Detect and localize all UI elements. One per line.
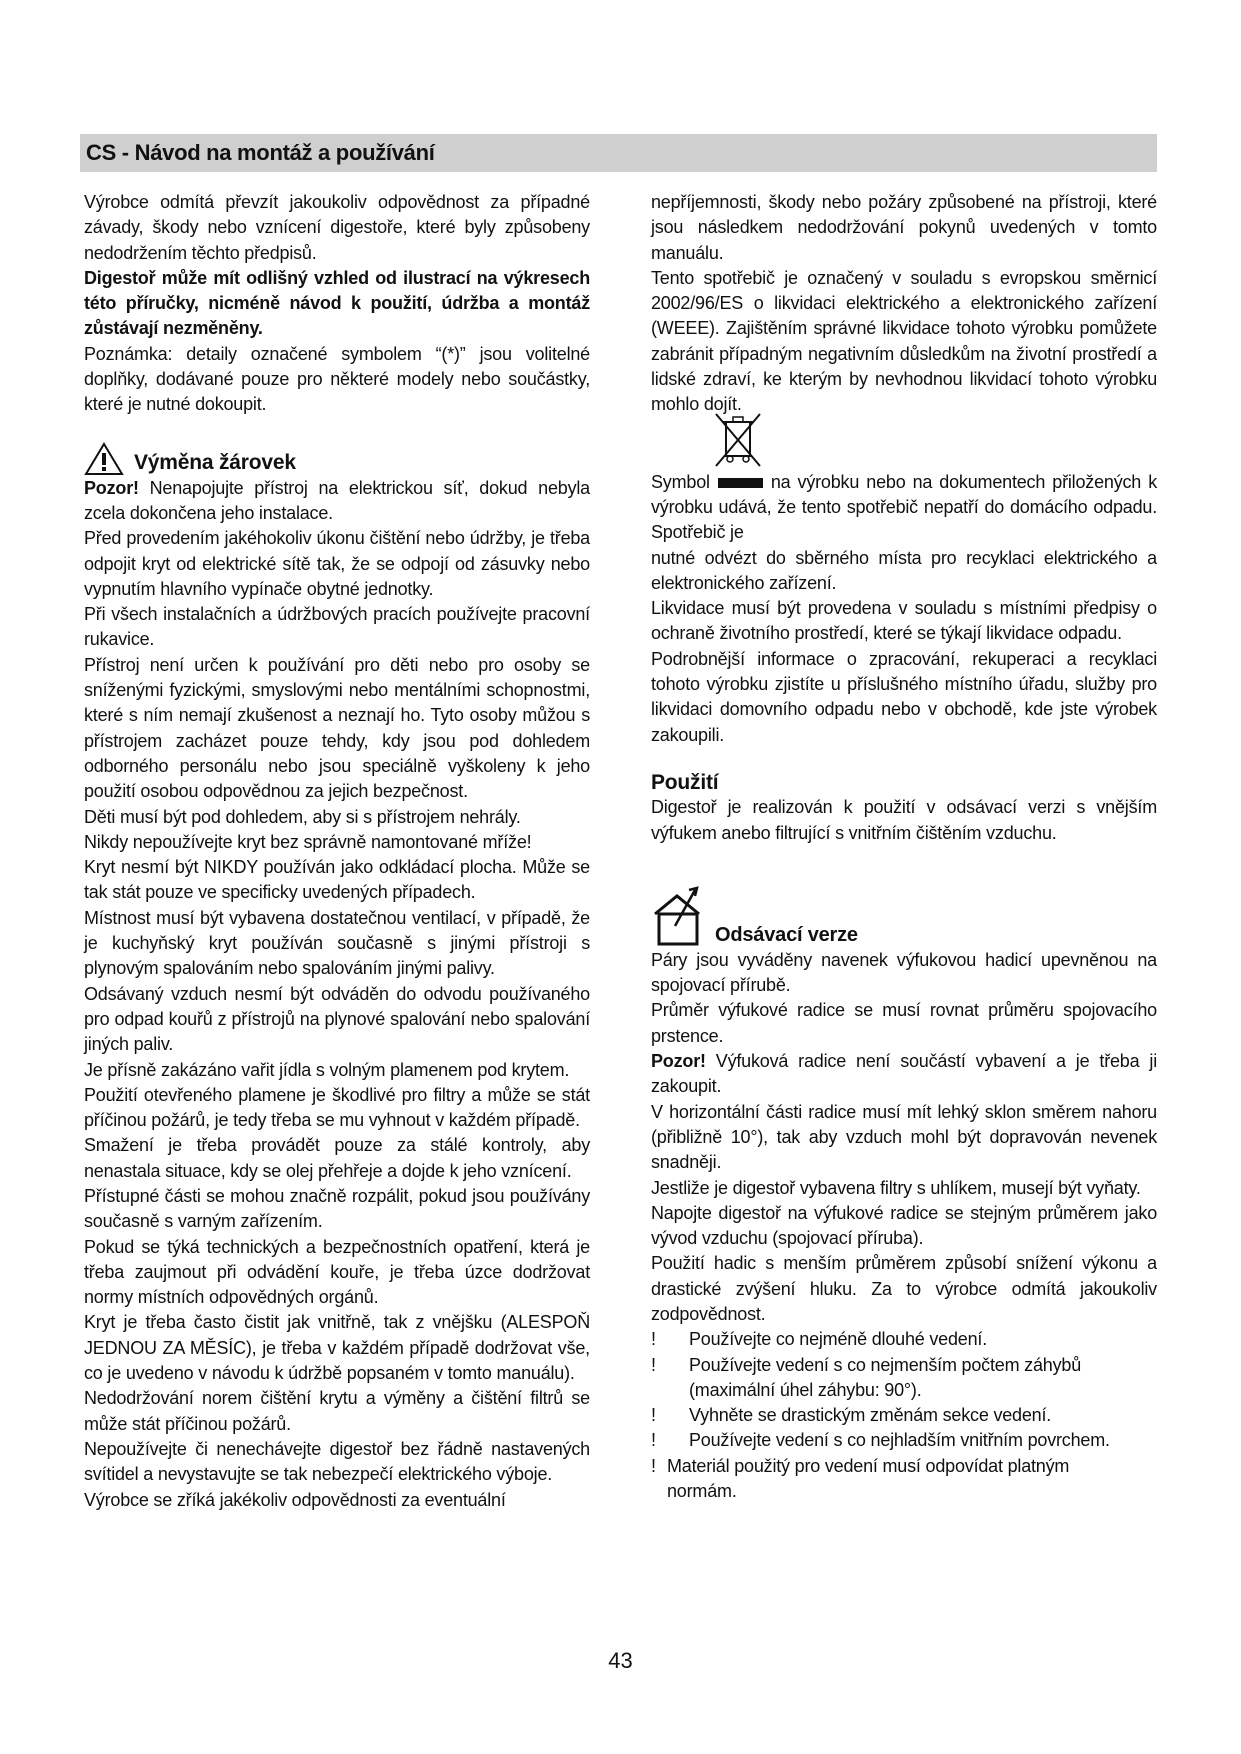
exhaust-section-heading bbox=[651, 886, 1157, 948]
pozor-text: Výfuková radice není součástí vybavení a je třeba ji zakoupit. bbox=[651, 1051, 1157, 1097]
paragraph: Místnost musí být vybavena dostatečnou ventilací, v případě, že je kuchyňský kryt používán současně s jinými přístroji s plynovým spalováním nebo spalováním jinými palivy. bbox=[84, 907, 590, 979]
paragraph: Při všech instalačních a údržbových pracích používejte pracovní rukavice. bbox=[84, 604, 590, 650]
list-item-text: Používejte vedení s co nejmenším počtem záhybů (maximální úhel záhybu: 90°). bbox=[689, 1354, 1082, 1400]
hood-exhaust-icon bbox=[651, 886, 709, 948]
list-item-text: Vyhněte se drastickým změnám sekce vedení. bbox=[689, 1405, 1052, 1426]
paragraph: Přístroj není určen k používání pro děti nebo pro osoby se sníženými fyzickými, smyslovými nebo mentálními schopnostmi, které s ním nemají zkušenost a neznají ho. Tyto osoby můžou s přístrojem zacházet pouze tehdy, kdy jsou pod dohledem odborného personálu nebo jsou speciálně vyškoleny k jeho použití osobou odpovědnou za jejich bezpečnost. bbox=[84, 654, 590, 802]
exclamation-mark: ! bbox=[651, 1455, 656, 1476]
intro-paragraph: Výrobce odmítá převzít jakoukoliv odpovědnost za případné závady, škody nebo vznícení digestoře, které byly způsobeny nedodržením těchto předpisů. bbox=[84, 192, 590, 263]
paragraph: Pokud se týká technických a bezpečnostních opatření, která je třeba zaujmout při odvádění kouře, je třeba úzce dodržovat normy místních odpovědných orgánů. bbox=[84, 1236, 590, 1308]
paragraph: Jestliže je digestoř vybavena filtry s uhlíkem, musejí být vyňaty. bbox=[651, 1177, 1141, 1198]
section-title-use: Použití bbox=[651, 770, 719, 794]
symbol-paragraph bbox=[651, 470, 1157, 546]
paragraph: Kryt nesmí být NIKDY používán jako odkládací plocha. Může se tak stát pouze ve specificky uvedených případech. bbox=[84, 857, 590, 903]
page-number: 43 bbox=[608, 1648, 633, 1673]
list-item bbox=[651, 1428, 1157, 1453]
page-title: CS - Návod na montáž a používání bbox=[86, 140, 435, 165]
paragraph: Podrobnější informace o zpracování, rekuperaci a recyklaci tohoto výrobku zjistíte u příslušného místního úřadu, služby pro likvidaci domovního odpadu nebo v obchodě, kde jste výrobek zakoupili. bbox=[651, 648, 1157, 745]
bar-symbol bbox=[718, 478, 763, 488]
paragraph: Použití hadic s menším průměrem způsobí snížení výkonu a drastické zvýšení hluku. Za to výrobce odmítá jakoukoliv zodpovědnost. bbox=[651, 1253, 1157, 1324]
paragraph: Výrobce se zříká jakékoliv odpovědnosti za eventuální bbox=[84, 1489, 506, 1510]
exclamation-mark: ! bbox=[651, 1354, 656, 1375]
paragraph: Napojte digestoř na výfukové radice se stejným průměrem jako vývod vzduchu (spojovací příruba). bbox=[651, 1202, 1157, 1249]
paragraph: Kryt je třeba často čistit jak vnitřně, tak z vnějšku (ALESPOŇ JEDNOU ZA MĚSÍC), je třeba v každém případě dodržovat vše, co je uvedeno v návodu k údržbě popsaném v tomto manuálu). bbox=[84, 1312, 590, 1384]
left-column bbox=[84, 190, 590, 1513]
paragraph: Páry jsou vyváděny navenek výfukovou hadicí upevněnou na spojovací přírubě. bbox=[651, 949, 1157, 996]
symbol-text: na výrobku nebo na dokumentech přiložených k výrobku udává, že tento spotřebič nepatří do domácího odpadu. Spotřebič je bbox=[651, 471, 1157, 543]
paragraph: Před provedením jakéhokoliv úkonu čištění nebo údržby, je třeba odpojit kryt od elektrické sítě tak, že se odpojí od zásuvky nebo vypnutím hlavního vypínače obytné jednotky. bbox=[84, 528, 590, 599]
list-item bbox=[651, 1454, 1157, 1505]
list-item-text: Používejte co nejméně dlouhé vedení. bbox=[689, 1329, 988, 1350]
list-item bbox=[651, 1403, 1157, 1428]
pozor-paragraph bbox=[651, 1049, 1157, 1100]
paragraph: Nikdy nepoužívejte kryt bez správně namontované mříže! bbox=[84, 831, 532, 852]
bold-notice: Digestoř může mít odlišný vzhled od ilustrací na výkresech této příručky, nicméně návod k použití, údržba a montáž zůstávají nezměněny. bbox=[84, 267, 590, 339]
list-item-text: Materiál použitý pro vedení musí odpovídat platným normám. bbox=[667, 1455, 1070, 1502]
warning-triangle-icon bbox=[84, 442, 124, 476]
pozor-label: Pozor! bbox=[651, 1051, 706, 1072]
paragraph: Použití otevřeného plamene je škodlivé pro filtry a může se stát příčinou požárů, je tedy třeba se mu vyhnout v každém případě. bbox=[84, 1084, 590, 1131]
paragraph: Nepoužívejte či nenechávejte digestoř bez řádně nastavených svítidel a nevystavujte se tak nebezpečí elektrického výboje. bbox=[84, 1438, 590, 1485]
paragraph: Je přísně zakázáno vařit jídla s volným plamenem pod krytem. bbox=[84, 1059, 570, 1080]
pozor-label: Pozor! bbox=[84, 477, 139, 498]
paragraph: Likvidace musí být provedena v souladu s místními předpisy o ochraně životního prostředí, které se týkají likvidace odpadu. bbox=[651, 598, 1157, 644]
bulb-section-heading bbox=[84, 440, 590, 476]
list-item bbox=[651, 1353, 1157, 1404]
paragraph: nepříjemnosti, škody nebo požáry způsobené na přístroji, které jsou následkem nedodržování pokynů uvedených v tomto manuálu. bbox=[651, 192, 1157, 263]
use-paragraph: Digestoř je realizován k použití v odsávací verzi s vnějším výfukem anebo filtrující s vnitřním čištěním vzduchu. bbox=[651, 797, 1157, 843]
exclamation-mark: ! bbox=[651, 1430, 656, 1451]
note-paragraph: Poznámka: detaily označené symbolem “(*)” jsou volitelné doplňky, dodávané pouze pro některé modely nebo součástky, které je nutné dokoupit. bbox=[84, 343, 590, 415]
weee-paragraph: Tento spotřebič je označený v souladu s evropskou směrnicí 2002/96/ES o likvidaci elektrického a elektronického zařízení (WEEE). Zajištěním správné likvidace tohoto výrobku pomůžete zabránit případným negativním důsledkům na životní prostředí a lidské zdraví, ke kterým by nevhodnou likvidací tohoto výrobku mohlo dojít. bbox=[651, 267, 1157, 415]
section-title-bulbs: Výměna žárovek bbox=[134, 451, 296, 475]
paragraph: Nedodržování norem čištění krytu a výměny a čištění filtrů se může stát příčinou požárů. bbox=[84, 1388, 590, 1434]
paragraph: Děti musí být pod dohledem, aby si s přístrojem nehrály. bbox=[84, 806, 521, 827]
paragraph: V horizontální části radice musí mít lehký sklon směrem nahoru (přibližně 10°), tak aby vzduch mohl být dopravován nevenek snadněji. bbox=[651, 1101, 1157, 1173]
paragraph: nutné odvézt do sběrného místa pro recyklaci elektrického a elektronického zařízení. bbox=[651, 547, 1157, 593]
pozor-text: Nenapojujte přístroj na elektrickou síť, dokud nebyla zcela dokončena jeho instalace. bbox=[84, 477, 590, 523]
right-column bbox=[651, 190, 1157, 1504]
list-item-text: Používejte vedení s co nejhladším vnitřním povrchem. bbox=[689, 1430, 1110, 1451]
page-header bbox=[80, 134, 1157, 172]
paragraph: Přístupné části se mohou značně rozpálit, pokud jsou používány současně s varným zařízením. bbox=[84, 1185, 590, 1232]
section-title-exhaust: Odsávací verze bbox=[715, 923, 858, 946]
exclamation-mark: ! bbox=[651, 1329, 656, 1350]
symbol-label: Symbol bbox=[651, 471, 710, 492]
exclamation-mark: ! bbox=[651, 1405, 656, 1426]
paragraph: Smažení je třeba provádět pouze za stálé kontroly, aby nenastala situace, kdy se olej přehřeje a dojde k jeho vznícení. bbox=[84, 1135, 590, 1181]
paragraph: Odsávaný vzduch nesmí být odváděn do odvodu používaného pro odpad kouřů z přístrojů na plynové spalování nebo spalování jiných paliv. bbox=[84, 983, 590, 1055]
paragraph: Průměr výfukové radice se musí rovnat průměru spojovacího prstence. bbox=[651, 1000, 1157, 1046]
list-item bbox=[651, 1327, 1157, 1352]
pozor-paragraph bbox=[84, 476, 590, 527]
